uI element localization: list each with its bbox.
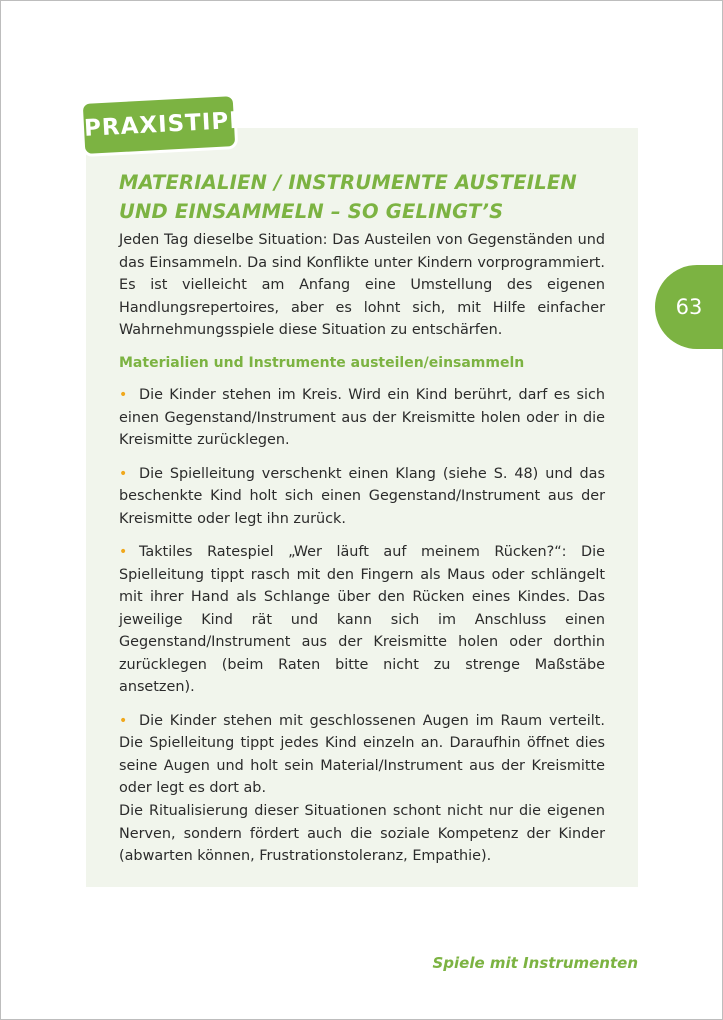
list-item — [119, 463, 605, 531]
badge-label: PRAXISTIPP — [83, 107, 248, 142]
bullet-dot-icon: • — [119, 387, 128, 403]
tip-title: MATERIALIEN / INSTRUMENTE AUSTEILEN UND EINSAMMELN – SO GELINGT’S — [119, 171, 577, 223]
list-item — [119, 384, 605, 452]
bullet-text: Die Kinder stehen im Kreis. Wird ein Kind berührt, darf es sich einen Gegenstand/Instrument aus der Kreismitte holen oder in die Kreismitte zurücklegen. — [119, 387, 605, 448]
bullet-text: Die Kinder stehen mit geschlossenen Augen im Raum verteilt. Die Spielleitung tippt jedes Kind einzeln an. Daraufhin öffnet dies seine Augen und holt sein Material/Instrument aus der Kreismitte oder legt es dort ab. — [119, 712, 605, 796]
praxistipp-badge — [83, 96, 248, 154]
bullet-text: Die Spielleitung verschenkt einen Klang (siehe S. 48) und das beschenkte Kind holt sich einen Gegenstand/Instrument aus der Kreismitte oder legt ihn zurück. — [119, 465, 605, 527]
bullet-text: Taktiles Ratespiel „Wer läuft auf meinem Rücken?“: Die Spielleitung tippt rasch mit den Fingern als Maus oder schlängelt mit ihrer Hand als Schlange über den Rücken eines Kindes. Das jeweilige Kind rät und kann sich im Anschluss einen Gegenstand/Instrument aus der Kreismitte holen oder dorthin zurücklegen (beim Raten bitte nicht zu strenge Maßstäbe ansetzen). — [119, 544, 605, 695]
intro-paragraph: Jeden Tag dieselbe Situation: Das Austeilen von Gegenständen und das Einsammeln. Da sind Konflikte unter Kindern vorprogrammiert. Es ist vielleicht am Anfang eine Umstellung des eigenen Handlungsrepertoires, aber es lohnt sich, mit Hilfe einfacher Wahrnehmungsspiele diese Situation zu entschärfen. — [119, 232, 605, 338]
running-footer: Spiele mit Instrumenten — [432, 954, 638, 972]
list-item — [119, 710, 605, 800]
bullet-dot-icon: • — [119, 544, 128, 560]
list-item — [119, 541, 605, 699]
bullet-list — [119, 384, 605, 811]
section-subheading: Materialien und Instrumente austeilen/einsammeln — [119, 355, 525, 371]
bullet-dot-icon: • — [119, 712, 128, 729]
closing-paragraph: Die Ritualisierung dieser Situationen schont nicht nur die eigenen Nerven, sondern fördert auch die soziale Kompetenz der Kinder (abwarten können, Frustrationstoleranz, Empathie). — [119, 803, 605, 864]
bullet-dot-icon: • — [119, 465, 128, 482]
page-number: 63 — [675, 295, 703, 319]
